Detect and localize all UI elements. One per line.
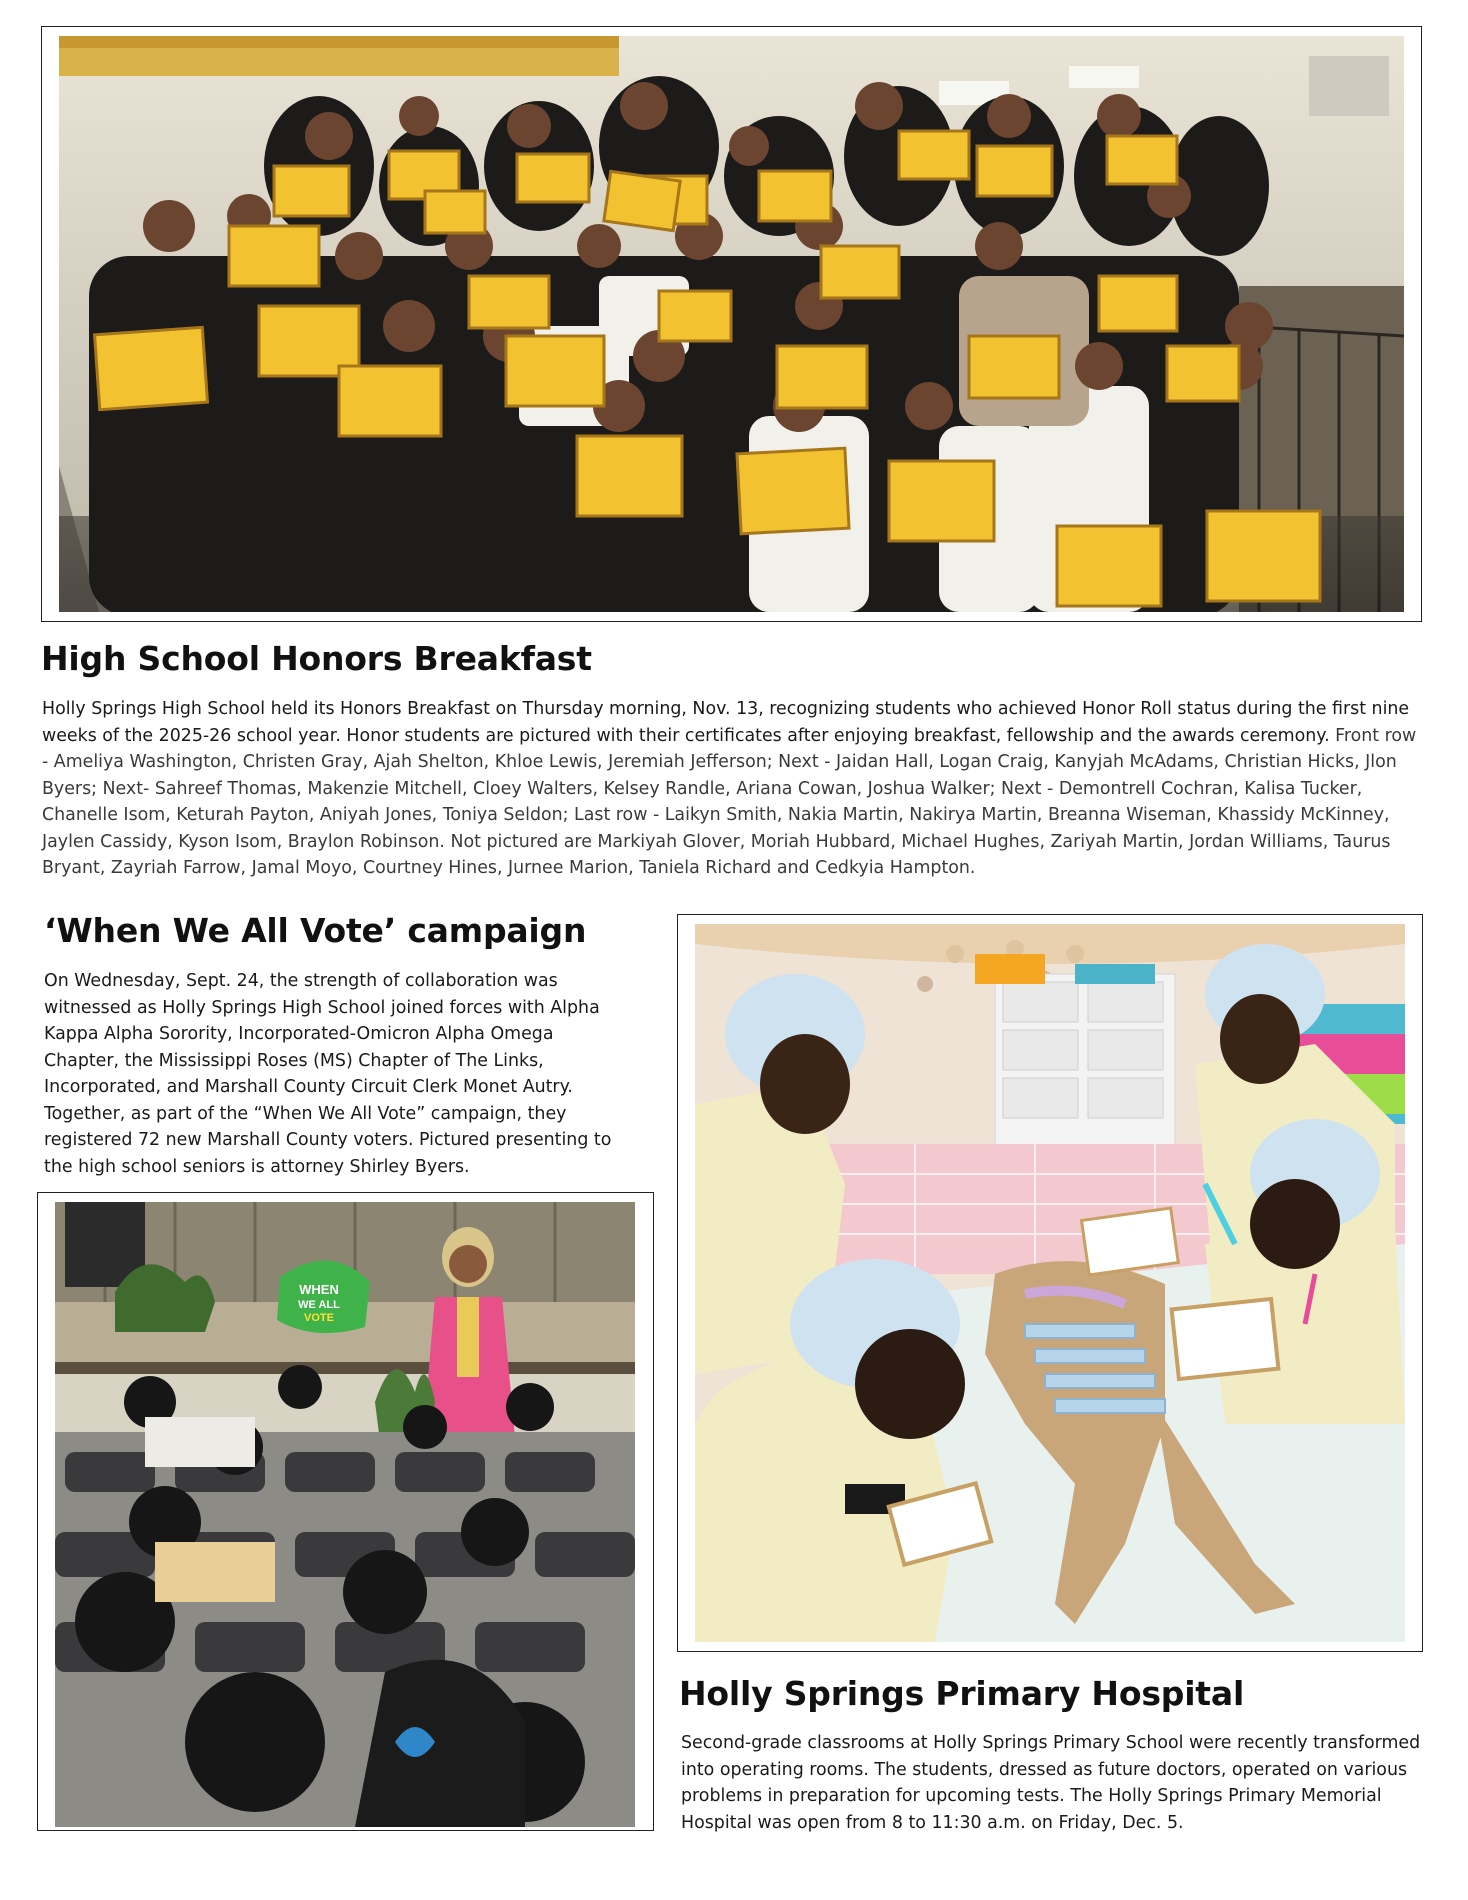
- honors-body-lead: Holly Springs High School held its Honors Breakfast on Thursday morning, Nov. 13, recognizing students who achieved Honor Roll status during the first nine weeks of the 2025-26 school year. Honor students are pictured with their certificates after enjoying breakfast, fellowship and the awards ceremony.: [42, 699, 1410, 746]
- vote-sign-line-1: WHEN: [299, 1282, 339, 1297]
- vote-sign-line-3: VOTE: [304, 1312, 334, 1324]
- honors-group-illustration: [59, 36, 1404, 612]
- vote-assembly-illustration: [55, 1202, 635, 1827]
- honors-headline: High School Honors Breakfast: [41, 639, 592, 678]
- vote-presentation-photo: [55, 1202, 635, 1827]
- vote-sign: [277, 1261, 370, 1333]
- hospital-headline: Holly Springs Primary Hospital: [679, 1674, 1245, 1713]
- vote-headline: ‘When We All Vote’ campaign: [44, 911, 587, 950]
- honors-body-names: Front row - Ameliya Washington, Christen Gray, Ajah Shelton, Khloe Lewis, Jeremiah Jefferson; Next - Jaidan Hall, Logan Craig, Kanyjah McAdams, Christian Hicks, Jlon Byers; Next- Sahreef Thomas, Makenzie Mitchell, Cloey Walters, Kelsey Randle, Ariana Cowan, Joshua Walker; Next - Demontrell Cochran, Kalisa Tucker, Chanelle Isom, Keturah Payton, Aniyah Jones, Toniya Seldon; Last row - Laikyn Smith, Nakia Martin, Nakirya Martin, Breanna Wiseman, Khassidy McKinney, Jaylen Cassidy, Kyson Isom, Braylon Robinson. Not pictured are Markiyah Glover, Moriah Hubbard, Michael Hughes, Zariyah Martin, Jordan Williams, Taurus Bryant, Zayriah Farrow, Jamal Moyo, Courtney Hines, Jurnee Marion, Taniela Richard and Cedkyia Hampton.: [42, 725, 1417, 878]
- primary-hospital-photo: [695, 924, 1405, 1642]
- hospital-body: Second-grade classrooms at Holly Springs Primary School were recently transformed into operating rooms. The students, dressed as future doctors, operated on various problems in preparation for upcoming tests. The Holly Springs Primary Memorial Hospital was open from 8 to 11:30 a.m. on Friday, Dec. 5.: [681, 1733, 1421, 1833]
- vote-sign-line-2: WE ALL: [298, 1299, 340, 1311]
- hospital-classroom-illustration: [695, 924, 1405, 1642]
- honors-body: [42, 696, 1427, 882]
- vote-body: On Wednesday, Sept. 24, the strength of collaboration was witnessed as Holly Springs High School joined forces with Alpha Kappa Alpha Sorority, Incorporated-Omicron Alpha Omega Chapter, the Mississippi Roses (MS) Chapter of The Links, Incorporated, and Marshall County Circuit Clerk Monet Autry. Together, as part of the “When We All Vote” campaign, they registered 72 new Marshall County voters. Pictured presenting to the high school seniors is attorney Shirley Byers.: [44, 971, 612, 1177]
- honors-breakfast-photo: [59, 36, 1404, 612]
- students-group: [89, 76, 1320, 612]
